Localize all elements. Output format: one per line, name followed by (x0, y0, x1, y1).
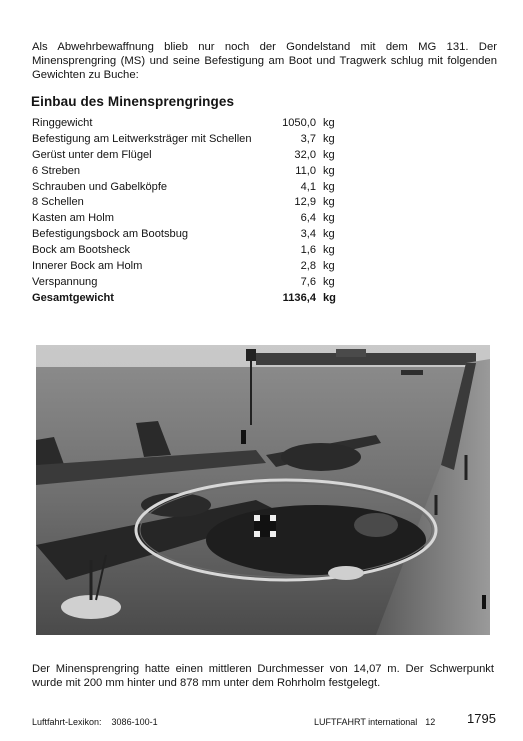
weight-label: Befestigungsbock am Bootsbug (32, 228, 189, 241)
weight-row (32, 275, 342, 291)
weight-label: Schrauben und Gabelköpfe (32, 180, 168, 193)
weight-value: 7,6 (300, 275, 316, 288)
weight-value: 32,0 (294, 148, 316, 161)
weight-unit: kg (323, 260, 335, 273)
weight-unit: kg (323, 244, 335, 257)
weight-row (32, 132, 342, 148)
total-row (32, 291, 342, 307)
section-heading: Einbau des Minensprengringes (31, 94, 235, 109)
weight-unit: kg (323, 212, 335, 225)
weight-unit: kg (323, 164, 335, 177)
page-number: 1795 (467, 711, 496, 726)
weight-value: 6,4 (300, 212, 316, 225)
weight-unit: kg (323, 228, 335, 241)
weight-value: 1050,0 (282, 117, 316, 129)
weight-label: 8 Schellen (32, 196, 84, 209)
footer-magazine-title: LUFTFAHRT international (314, 717, 418, 727)
weight-row (32, 243, 342, 259)
weight-row (32, 180, 342, 196)
weight-label: Innerer Bock am Holm (32, 260, 143, 273)
weight-value: 3,4 (300, 228, 316, 241)
weight-value: 4,1 (300, 180, 316, 193)
weight-table (32, 116, 342, 307)
weight-row (32, 227, 342, 243)
weight-unit: kg (323, 117, 335, 129)
weight-row (32, 164, 342, 180)
weight-label: Gerüst unter dem Flügel (32, 148, 152, 161)
weight-unit: kg (323, 148, 335, 161)
footer-lexikon-title: Luftfahrt-Lexikon: (32, 717, 102, 727)
weight-label: Ringgewicht (32, 117, 93, 129)
photo-caption: Der Minensprengring hatte einen mittleren Durchmesser von 14,07 m. Der Schwerpunkt wurde mit 200 mm hinter und 878 mm unter dem Rohrholm festgelegt. (32, 663, 494, 690)
footer-mid (314, 716, 435, 728)
weight-row (32, 211, 342, 227)
weight-label: Bock am Bootsheck (32, 244, 131, 257)
footer-lexikon-code: 3086-100-1 (111, 717, 158, 727)
weight-unit: kg (323, 196, 335, 209)
weight-value: 1,6 (300, 244, 316, 257)
weight-label: Kasten am Holm (32, 212, 115, 225)
footer-issue-number: 12 (425, 717, 436, 727)
footer-left (32, 716, 158, 728)
weight-value: 3,7 (300, 132, 316, 145)
weight-label: Verspannung (32, 275, 98, 288)
weight-row (32, 116, 342, 132)
intro-paragraph: Als Abwehrbewaffnung blieb nur noch der Gondelstand mit dem MG 131. Der Minensprengring (MS) und seine Befestigung am Boot und Tragwerk schlug mit folgenden Gewichten zu Buche: (32, 41, 497, 82)
weight-value: 12,9 (294, 196, 316, 209)
weight-unit: kg (323, 275, 335, 288)
weight-unit: kg (323, 132, 335, 145)
weight-label: 6 Streben (32, 164, 81, 177)
total-unit: kg (323, 291, 336, 304)
weight-row (32, 148, 342, 164)
weight-row (32, 259, 342, 275)
seaplane-photo (36, 345, 490, 635)
weight-value: 2,8 (300, 260, 316, 273)
weight-label: Befestigung am Leitwerksträger mit Schellen (32, 132, 252, 145)
weight-value: 11,0 (295, 164, 316, 177)
total-value: 1136,4 (282, 291, 316, 304)
weight-row (32, 195, 342, 211)
weight-unit: kg (323, 180, 335, 193)
total-label: Gesamtgewicht (32, 291, 114, 304)
